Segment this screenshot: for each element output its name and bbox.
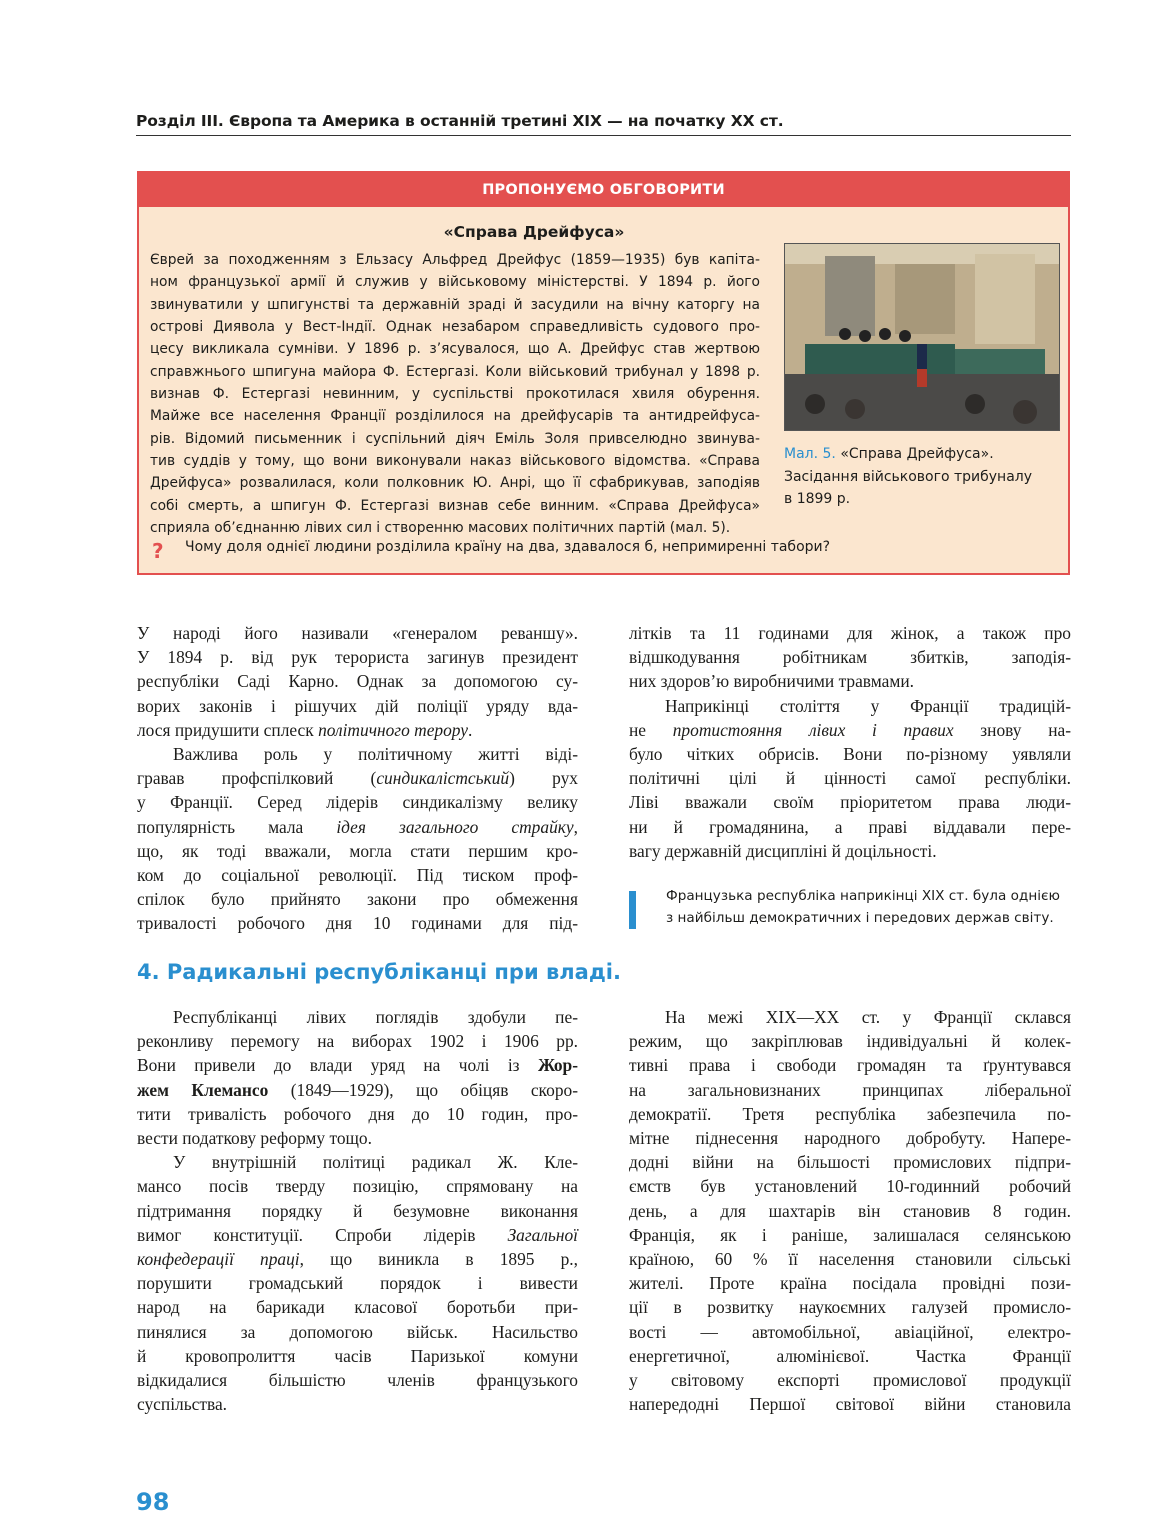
italic-term: протистояння лівих і правих <box>672 719 954 740</box>
text-line: жем Клемансо (1849—1929), що обіцяв скоро- <box>137 1079 579 1100</box>
text-line: відшкодування робітникам збитків, заподія- <box>629 647 1071 668</box>
discussion-box-heading: ПРОПОНУЄМО ОБГОВОРИТИ <box>139 173 1068 207</box>
discussion-box <box>137 171 1070 575</box>
text-line: мітне піднесення народного добробуту. Напере- <box>629 1128 1071 1149</box>
text-line: популярність мала ідея загального страйку, <box>137 816 578 837</box>
text-line: Єврей за походженням з Ельзасу Альфред Дрейфус (1859—1935) був капіта- <box>150 252 760 268</box>
italic-term: синдикалістський <box>376 768 510 789</box>
text-line: собі смерть, а шпигун Ф. Естергазі визнав себе винним. «Справа Дрейфуса» <box>150 497 760 514</box>
discussion-question: Чому доля однієї людини розділила країну на два, здавалося б, непримиренні табори? <box>185 539 831 555</box>
text-line: цесу викликала сумніви. У 1896 р. з’ясувалося, що А. Дрейфус став жертвою <box>150 341 760 358</box>
text-line: вагу державній дисципліні й доцільності. <box>629 840 937 861</box>
text-line: вимог конституції. Спроби лідерів Загальної <box>137 1224 578 1245</box>
text-line: демократії. Третя республіка забезпечила по- <box>629 1103 1071 1124</box>
header-divider <box>136 135 1071 136</box>
text-line: Франція, як і раніше, залишалася селянською <box>629 1224 1071 1245</box>
text-line: країною, 60 % її населення становили сільські <box>629 1249 1071 1270</box>
text-line: У 1894 р. від рук терориста загинув президент <box>137 647 578 668</box>
text-line: й кровопролиття часів Паризької комуни <box>137 1345 578 1366</box>
text-line: Вони привели до влади уряд на чолі із Жор- <box>137 1055 578 1076</box>
text-line: конфедерації праці, що виникла в 1895 р., <box>137 1249 578 1270</box>
page-number: 98 <box>136 1488 170 1516</box>
tribunal-painting-icon <box>785 244 1059 430</box>
text-line: не протистояння лівих і правих знову на- <box>629 719 1072 740</box>
text-line: Республіканці лівих поглядів здобули пе- <box>173 1007 578 1027</box>
text-line: справжнього шпигуна майора Ф. Естергазі. Коли військовий трибунал у 1898 р. <box>150 363 760 380</box>
text-line: режим, що закріплював індивідуальні й колек- <box>629 1031 1071 1052</box>
bold-name: жем Клемансо <box>137 1079 269 1100</box>
text-line: день, а для шахтарів він становив 8 годин. <box>629 1200 1071 1221</box>
figure-caption <box>784 443 1064 511</box>
text-line: політичні цілі й цінності самої республіки. <box>629 768 1071 789</box>
text-line: гравав профспілковий (синдикалістський) рух <box>137 768 578 789</box>
text-line: у Франції. Серед лідерів синдикалізму велику <box>137 792 578 813</box>
text-line: Ліві вважали своїм пріоритетом права люди- <box>629 792 1071 813</box>
left-column-top <box>137 621 578 936</box>
text-line: рів. Відомий письменник і суспільний діяч Еміль Золя привселюдно звинува- <box>150 430 760 447</box>
text-line: У народі його називали «генералом реваншу». <box>137 623 578 643</box>
text-line: додні війни на більшості промислових підпри- <box>629 1152 1071 1173</box>
text-line: підтримання порядку й безумовне виконання <box>137 1200 578 1221</box>
text-line: напередодні Першої світової війни становила <box>629 1394 1071 1415</box>
text-line: острові Диявола у Вест-Індії. Однак незабаром справедливість судового про- <box>150 319 760 336</box>
side-note-text: Французька республіка наприкінці XIX ст. була однією з найбільш демократичних і передових держав світу. <box>666 888 1060 926</box>
left-column-bottom <box>137 1005 578 1416</box>
text-line: тивні права і свободи громадян та ґрунтувався <box>629 1055 1071 1076</box>
text-line: пинялися за допомогою військ. Насильство <box>137 1321 578 1342</box>
caption-label: Мал. 5. <box>784 446 836 462</box>
right-column-bottom <box>629 1005 1071 1416</box>
italic-term: політичного терору <box>318 719 468 740</box>
text-line: ції в розвитку наукоємних галузей промисло- <box>629 1297 1071 1318</box>
section-heading: 4. Радикальні республіканці при владі. <box>137 960 621 984</box>
text-line: у світовому експорті промислової продукції <box>629 1370 1071 1391</box>
text-line: що, як тоді вважали, могла стати першим кро- <box>137 840 578 861</box>
text-line: мансо посів тверду позицію, спрямовану на <box>137 1176 578 1197</box>
discussion-box-text <box>150 249 760 539</box>
text-line: ном французької армії й служив у військовому міністерстві. У 1894 р. його <box>150 274 760 291</box>
text-line: жителі. Проте країна посідала провідні пози- <box>629 1273 1071 1294</box>
text-line: ворих законів і рішучих дій поліції уряду вда- <box>137 695 578 716</box>
text-line: тривалості робочого дня 10 годинами для під- <box>137 913 578 934</box>
caption-line: в 1899 р. <box>784 491 851 507</box>
italic-term: конфедерації праці <box>137 1249 300 1270</box>
text-line: порушити громадський порядок і вивести <box>137 1273 578 1294</box>
text-line: енергетичної, алюмінієвої. Частка Франції <box>629 1345 1071 1366</box>
discussion-box-title: «Справа Дрейфуса» <box>443 223 625 241</box>
text-line: тити тривалість робочого дня до 10 годин, про- <box>137 1103 578 1124</box>
text-line: Майже все населення Франції розділилося на дрейфусарів та антидрейфуса- <box>150 408 760 425</box>
caption-line: Засідання військового трибуналу <box>784 468 1033 485</box>
text-line: на загальновизнаних принципах ліберальної <box>629 1079 1071 1100</box>
text-line: було чітких обрисів. Вони по-різному уявляли <box>629 744 1071 765</box>
text-line: Наприкінці століття у Франції традицій- <box>665 695 1071 716</box>
text-line: На межі XIX—XX ст. у Франції склався <box>665 1007 1071 1027</box>
running-header: Розділ III. Європа та Америка в останній третині XIX — на початку XX ст. <box>136 112 784 130</box>
text-line: вести податкову реформу тощо. <box>137 1128 372 1149</box>
caption-line: «Справа Дрейфуса». <box>840 446 994 462</box>
text-line: визнав Ф. Естергазі невинним, у суспільстві прокотилася хвиля обурення. <box>150 386 760 403</box>
text-line: них здоров’ю виробничими травмами. <box>629 671 914 692</box>
text-line: У внутрішній політиці радикал Ж. Кле- <box>173 1152 578 1173</box>
text-line: ємств був установлений 10-годинний робочий <box>629 1176 1071 1197</box>
text-line: вості — автомобільної, авіаційної, електро- <box>629 1321 1071 1342</box>
bold-name: Жор- <box>537 1055 578 1076</box>
text-line: літків та 11 годинами для жінок, а також про <box>629 623 1071 643</box>
text-line: республіки Саді Карно. Однак за допомогою су- <box>137 671 578 692</box>
text-line: Важлива роль у політичному житті віді- <box>173 744 578 765</box>
question-icon: ? <box>152 539 164 563</box>
text-line: тив суддів у тому, що вони виконували наказ військового відомства. «Справа <box>150 453 760 470</box>
italic-term: Загальної <box>507 1224 578 1245</box>
text-line: ни й громадянина, а праві віддавали пере- <box>629 816 1071 837</box>
text-line: суспільства. <box>137 1394 228 1415</box>
text-line: Дрейфуса» розвалилася, коли полковник Ю. Анрі, що її сфабрикував, заподіяв <box>150 475 760 492</box>
text-line: народ на барикади класової боротьби при- <box>137 1297 578 1318</box>
text-line: відкидалися більшістю членів французького <box>137 1370 578 1391</box>
text-line: спілок було прийнято закони про обмеження <box>137 889 578 910</box>
side-note-bar <box>629 891 636 929</box>
text-line: реконливу перемогу на виборах 1902 і 1906 рр. <box>137 1031 578 1052</box>
right-column-top <box>629 621 1071 863</box>
italic-term: ідея загального страйку <box>336 816 574 837</box>
tribunal-illustration <box>784 243 1060 431</box>
text-line: звинуватили у шпигунстві та державній зраді й засудили на вічну каторгу на <box>150 296 760 313</box>
text-line: сприяла об’єднанню лівих сил і створенню масових політичних партій (мал. 5). <box>150 520 731 537</box>
text-line: лося придушити сплеск політичного терору. <box>137 719 473 740</box>
text-line: ком до соціальної революції. Під тиском проф- <box>137 865 578 886</box>
